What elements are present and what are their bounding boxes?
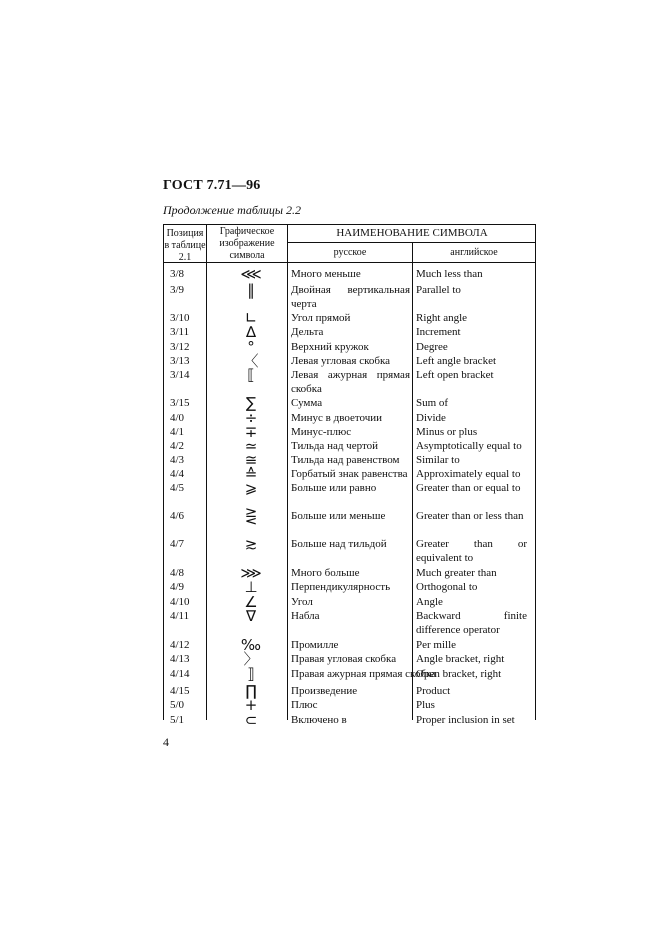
row-name-ru: Правая угловая скобка xyxy=(291,653,397,665)
row-name-ru: Много больше xyxy=(291,567,360,579)
row-name-en: Backward finite difference operator xyxy=(416,610,527,636)
row-symbol: ⟧ xyxy=(247,665,255,683)
row-name-ru: Угол прямой xyxy=(291,312,351,324)
row-symbol: ≙ xyxy=(244,465,258,483)
row-name-ru: Правая ажурная прямая скобка xyxy=(291,668,436,680)
table-border-right xyxy=(535,224,536,720)
row-symbol: ≃ xyxy=(244,437,258,455)
row-name-en: Approximately equal to xyxy=(416,468,521,480)
row-position: 3/13 xyxy=(170,355,190,367)
row-name-ru: Включено в xyxy=(291,714,347,726)
row-name-en: Orthogonal to xyxy=(416,581,478,593)
row-name-ru: Угол xyxy=(291,596,313,608)
row-name-en: Left angle bracket xyxy=(416,355,497,367)
row-name-en: Asymptotically equal to xyxy=(416,440,522,452)
row-name-ru: Тильда над равенством xyxy=(291,454,400,466)
row-symbol: ≅ xyxy=(244,451,258,469)
row-position: 4/0 xyxy=(170,412,185,424)
row-symbol: ∠ xyxy=(244,593,258,611)
row-name-en: Proper inclusion in set xyxy=(416,714,515,726)
row-position: 4/10 xyxy=(170,596,190,608)
row-symbol: ⋙ xyxy=(240,564,262,582)
row-symbol: ≳ xyxy=(244,535,258,553)
header-position: Позиция в таблице 2.1 xyxy=(164,228,206,263)
row-name-en: Greater than or less than xyxy=(416,510,524,522)
table-caption: Продолжение таблицы 2.2 xyxy=(163,203,302,217)
row-position: 3/11 xyxy=(170,326,190,338)
row-symbol: ⩾ xyxy=(244,479,258,497)
row-name-ru: Двойная вертикальная черта xyxy=(291,284,410,310)
document-code: ГОСТ 7.71—96 xyxy=(163,178,261,193)
row-name-en: Right angle xyxy=(416,312,468,324)
row-symbol: ⊥ xyxy=(244,578,258,596)
row-name-en: Sum of xyxy=(416,397,449,409)
row-symbol: ∟ xyxy=(244,309,258,327)
header-ru: русское xyxy=(333,247,367,258)
row-position: 4/4 xyxy=(170,468,185,480)
row-position: 3/10 xyxy=(170,312,190,324)
row-symbol: ÷ xyxy=(244,409,258,427)
row-name-en: Per mille xyxy=(416,639,457,651)
row-name-en: Much greater than xyxy=(416,567,497,579)
row-name-ru: Левая угловая скобка xyxy=(291,355,391,367)
row-name-ru: Минус-плюс xyxy=(291,426,352,438)
row-name-en: Left open bracket xyxy=(416,369,494,381)
row-position: 4/3 xyxy=(170,454,185,466)
table-border-top xyxy=(163,224,536,225)
row-name-ru: Перпендикулярность xyxy=(291,581,391,593)
row-symbol: ∆ xyxy=(245,323,257,341)
row-name-en: Much less than xyxy=(416,268,483,280)
row-symbol: ∏ xyxy=(245,682,257,700)
row-name-en: Increment xyxy=(416,326,461,338)
row-symbol: ∇ xyxy=(245,607,257,625)
row-name-en: Open bracket, right xyxy=(416,668,502,680)
row-position: 4/9 xyxy=(170,581,185,593)
row-name-en: Greater than or equal to xyxy=(416,482,521,494)
row-symbol: ∑ xyxy=(245,394,257,412)
row-symbol: + xyxy=(244,696,258,714)
row-name-en: Minus or plus xyxy=(416,426,478,438)
page-number: 4 xyxy=(163,735,169,749)
row-position: 4/6 xyxy=(170,510,185,522)
row-name-en: Divide xyxy=(416,412,446,424)
table-border-left xyxy=(163,224,164,720)
table-header-bottom xyxy=(163,262,536,263)
row-name-ru: Горбатый знак равенства xyxy=(291,468,408,480)
row-name-en: Similar to xyxy=(416,454,460,466)
row-name-ru: Много меньше xyxy=(291,268,361,280)
row-symbol: ⋘ xyxy=(240,265,262,283)
row-symbol: ‰ xyxy=(240,636,262,654)
row-name-ru: Минус в двоеточии xyxy=(291,412,383,424)
row-name-ru: Тильда над чертой xyxy=(291,440,379,452)
row-position: 3/15 xyxy=(170,397,190,409)
row-name-en: Product xyxy=(416,685,451,697)
row-symbol: 〉 xyxy=(243,650,259,668)
row-position: 4/15 xyxy=(170,685,190,697)
row-position: 3/9 xyxy=(170,284,185,296)
row-symbol: 〈 xyxy=(243,352,259,370)
row-position: 4/7 xyxy=(170,538,185,550)
row-position: 3/14 xyxy=(170,369,190,381)
row-name-ru: Набла xyxy=(291,610,320,622)
row-position: 3/8 xyxy=(170,268,185,280)
row-position: 4/11 xyxy=(170,610,190,622)
row-symbol: ⊂ xyxy=(244,711,258,729)
row-position: 5/0 xyxy=(170,699,185,711)
row-position: 4/12 xyxy=(170,639,190,651)
header-graphic-text: Графическое изображение символа xyxy=(219,226,275,261)
row-name-en: Angle xyxy=(416,596,443,608)
row-position: 5/1 xyxy=(170,714,185,726)
row-name-ru: Верхний кружок xyxy=(291,341,369,353)
row-name-en: Plus xyxy=(416,699,435,711)
row-position: 4/5 xyxy=(170,482,185,494)
row-position: 4/8 xyxy=(170,567,185,579)
row-name-ru: Сумма xyxy=(291,397,323,409)
row-name-en: Degree xyxy=(416,341,448,353)
row-name-ru: Больше или равно xyxy=(291,482,377,494)
row-name-ru: Плюс xyxy=(291,699,318,711)
row-position: 4/1 xyxy=(170,426,185,438)
row-position: 4/13 xyxy=(170,653,190,665)
table-divider-lang xyxy=(412,242,413,720)
row-symbol: ⋛ xyxy=(244,507,258,525)
header-en: английское xyxy=(450,247,498,258)
row-position: 4/14 xyxy=(170,668,190,680)
row-symbol: ⟦ xyxy=(247,366,255,384)
row-name-en: Parallel to xyxy=(416,284,461,296)
row-symbol: ∓ xyxy=(244,423,258,441)
row-name-ru: Больше или меньше xyxy=(291,510,386,522)
table-divider-name xyxy=(287,242,536,243)
row-name-ru: Произведение xyxy=(291,685,358,697)
row-name-en: Angle bracket, right xyxy=(416,653,505,665)
header-name: НАИМЕНОВАНИЕ СИМВОЛА xyxy=(336,227,488,239)
row-position: 4/2 xyxy=(170,440,185,452)
row-position: 3/12 xyxy=(170,341,190,353)
row-name-ru: Промилле xyxy=(291,639,339,651)
row-name-ru: Больше над тильдой xyxy=(291,538,387,550)
row-name-ru: Левая ажурная прямая скобка xyxy=(291,369,410,395)
row-symbol: ‖ xyxy=(247,281,255,299)
row-name-en: Greater than or equivalent to xyxy=(416,538,527,564)
row-symbol: ° xyxy=(247,338,255,356)
row-name-ru: Дельта xyxy=(291,326,324,338)
